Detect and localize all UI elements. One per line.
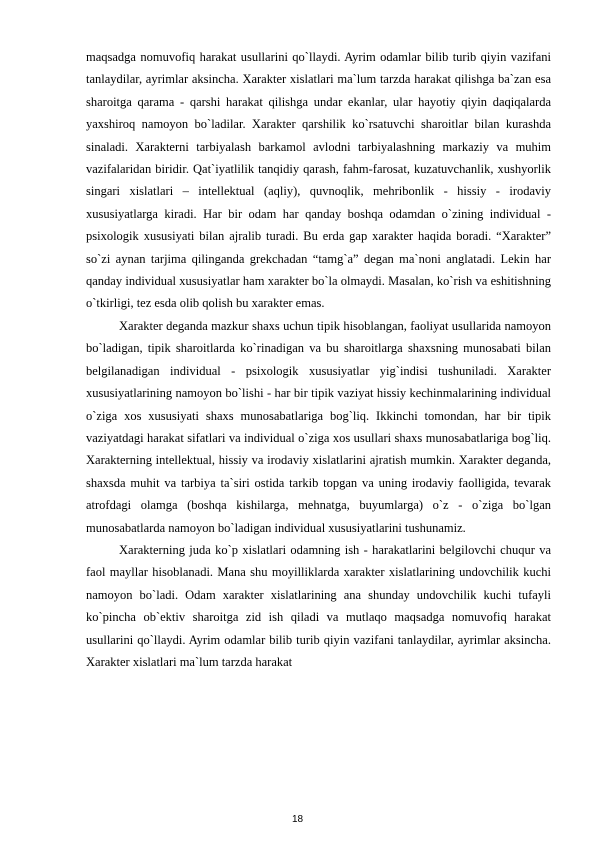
paragraph-3: Xarakterning juda ko`p xislatlari odamning ish - harakatlarini belgilovchi chuqur va faol mayllar hisoblanadi. Mana shu moyilliklarda xarakter xislatlarining undovchilik kuchi namoyon bo`ladi. Odam xarakter xislatlarining ana shunday undovchilik kuchi tufayli ko`pincha ob`ektiv sharoitga zid ish qiladi va mutlaqo maqsadga nomuvofiq harakat usullarini qo`llaydi. Ayrim odamlar bilib turib qiyin vazifani tanlaydilar, ayrimlar aksincha. Xarakter xislatlari ma`lum tarzda harakat — [86, 542, 551, 669]
page-number: 18 — [291, 814, 304, 825]
paragraph-1: maqsadga nomuvofiq harakat usullarini qo`llaydi. Ayrim odamlar bilib turib qiyin vazifani tanlaydilar, ayrimlar aksincha. Xarakter xislatlari ma`lum tarzda harakat qilishga ba`zan esa sharoitga qarama - qarshi harakat qilishga undar ekanlar, ular hayotiy qiyin daqiqalarda yaxshiroq namoyon bo`ladilar. Xarakter qarshilik ko`rsatuvchi sharoitlar bilan kurashda sinaladi. Xarakterni tarbiyalash barkamol avlodni tarbiyalashning markaziy va muhim vazifalaridan biridir. Qat`iyatlilik tanqidiy qarash, fahm-farosat, kuzatuvchanlik, xushyorlik singari xislatlari – intellektual (aqliy), quvnoqlik, mehribonlik - hissiy - irodaviy xususiyatlarga kiradi. Har bir odam har qanday boshqa odamdan o`zining individual - psixologik xususiyati bilan ajralib turadi. Bu erda gap xarakter haqida boradi. “Xarakter” so`zi aynan tarjima qilinganda grekchadan “tamg`a” degan ma`noni anglatadi. Lekin har qanday individual xususiyatlar ham xarakter bo`la olmaydi. Masalan, ko`rish va eshitishning o`tkirligi, tez esda olib qolish bu xarakter emas. — [86, 50, 551, 311]
document-page — [86, 46, 551, 673]
paragraph-2: Xarakter deganda mazkur shaxs uchun tipik hisoblangan, faoliyat usullarida namoyon bo`ladigan, tipik sharoitlarda ko`rinadigan va bu sharoitlarga shaxsning munosabati bilan belgilanadigan individual - psixologik xususiyatlar yig`indisi tushuniladi. Xarakter xususiyatlarining namoyon bo`lishi - har bir tipik vaziyat hissiy kechinmalarining individual o`ziga xos xususiyati shaxs munosabatlariga bog`liq. Ikkinchi tomondan, har bir tipik vaziyatdagi harakat sifatlari va individual o`ziga xos usullari shaxs munosabatlariga bog`liq. Xarakterning intellektual, hissiy va irodaviy xislatlarini ajratish mumkin. Xarakter deganda, shaxsda muhit va tarbiya ta`siri ostida tarkib topgan va uning irodaviy faolligida, tevarak atrofdagi olamga (boshqa kishilarga, mehnatga, buyumlarga) o`z - o`ziga bo`lgan munosabatlarda namoyon bo`ladigan individual xususiyatlarini tushunamiz. — [86, 318, 551, 535]
